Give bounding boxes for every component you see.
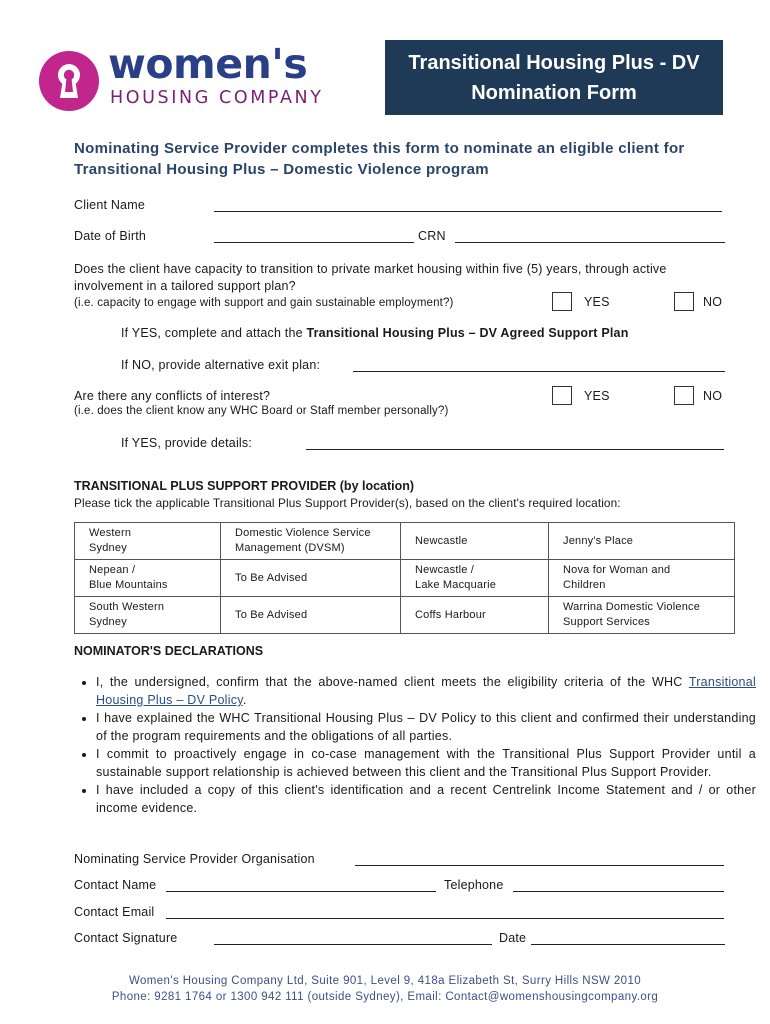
- telephone-label: Telephone: [444, 878, 504, 892]
- footer-contact: Phone: 9281 1764 or 1300 942 111 (outside Sydney), Email: Contact@womenshousingcompany.org: [111, 991, 659, 1003]
- logo-subtitle: HOUSING COMPANY: [110, 88, 324, 108]
- form-title: [385, 40, 723, 115]
- dob-label: Date of Birth: [74, 229, 147, 243]
- conflicts-if-yes-label: If YES, provide details:: [121, 436, 253, 450]
- conflicts-yes-label: YES: [584, 389, 610, 403]
- list-item: [96, 673, 756, 709]
- logo: [38, 40, 358, 112]
- region-cell[interactable]: Western Sydney: [75, 523, 221, 560]
- contact-signature-label: Contact Signature: [74, 931, 178, 945]
- intro-line2: Transitional Housing Plus – Domestic Violence program: [74, 161, 489, 178]
- table-row: [75, 523, 735, 560]
- region-cell[interactable]: Coffs Harbour: [401, 597, 549, 634]
- conflicts-yes-checkbox[interactable]: [552, 386, 572, 405]
- declaration-1-end: .: [242, 693, 247, 707]
- provider-cell[interactable]: To Be Advised: [221, 560, 401, 597]
- contact-name-label: Contact Name: [74, 878, 157, 892]
- org-label: Nominating Service Provider Organisation: [74, 852, 315, 866]
- capacity-note: (i.e. capacity to engage with support and gain sustainable employment?): [74, 297, 454, 309]
- exit-plan-field[interactable]: [353, 371, 725, 372]
- providers-instruction: Please tick the applicable Transitional Plus Support Provider(s), based on the client's required location:: [74, 496, 621, 510]
- capacity-if-yes: [121, 326, 629, 340]
- logo-wordmark: women's: [108, 40, 308, 88]
- capacity-no-checkbox[interactable]: [674, 292, 694, 311]
- declarations-heading: NOMINATOR'S DECLARATIONS: [74, 644, 264, 658]
- title-line2: Nomination Form: [471, 81, 637, 104]
- capacity-question: [74, 261, 667, 295]
- date-field[interactable]: [531, 944, 725, 945]
- declaration-1-text: I, the undersigned, confirm that the above-named client meets the eligibility criteria of the WHC: [96, 675, 689, 689]
- conflicts-question: Are there any conflicts of interest?: [74, 389, 271, 403]
- list-item: • I commit to proactively engage in co-case management with the Transitional Plus Support Provider until a sustainable support relationship is achieved between this client and the Transitional Plus Support Provider.: [96, 745, 756, 781]
- list-item: • I have included a copy of this client's identification and a recent Centrelink Income Statement and / or other income evidence.: [96, 781, 756, 817]
- region-cell[interactable]: South Western Sydney: [75, 597, 221, 634]
- capacity-no-label: NO: [703, 295, 723, 309]
- region-cell[interactable]: Newcastle: [401, 523, 549, 560]
- provider-cell[interactable]: To Be Advised: [221, 597, 401, 634]
- keyhole-logo-icon: [38, 50, 100, 112]
- signature-field[interactable]: [214, 944, 492, 945]
- table-row: [75, 597, 735, 634]
- contact-email-field[interactable]: [166, 918, 724, 919]
- dob-field[interactable]: [214, 242, 414, 243]
- date-label: Date: [499, 931, 527, 945]
- crn-field[interactable]: [455, 242, 725, 243]
- capacity-yes-label: YES: [584, 295, 610, 309]
- provider-cell[interactable]: Warrina Domestic Violence Support Services: [549, 597, 735, 634]
- capacity-yes-checkbox[interactable]: [552, 292, 572, 311]
- client-name-label: Client Name: [74, 198, 145, 212]
- table-row: [75, 560, 735, 597]
- contact-name-field[interactable]: [166, 891, 436, 892]
- conflicts-no-label: NO: [703, 389, 723, 403]
- contact-email-label: Contact Email: [74, 905, 155, 919]
- region-cell[interactable]: Nepean / Blue Mountains: [75, 560, 221, 597]
- providers-table: [74, 522, 735, 634]
- intro-text: [74, 138, 734, 180]
- telephone-field[interactable]: [513, 891, 724, 892]
- region-cell[interactable]: Newcastle / Lake Macquarie: [401, 560, 549, 597]
- policy-link[interactable]: Transitional Housing Plus – DV Policy: [96, 675, 756, 707]
- provider-cell[interactable]: Nova for Woman and Children: [549, 560, 735, 597]
- list-item: • I have explained the WHC Transitional Housing Plus – DV Policy to this client and confirmed their understanding of the program requirements and the obligations of all parties.: [96, 709, 756, 745]
- client-name-field[interactable]: [214, 211, 722, 212]
- capacity-if-no-label: If NO, provide alternative exit plan:: [121, 358, 321, 372]
- capacity-question-line1: Does the client have capacity to transition to private market housing within five (5) years, through active: [74, 262, 667, 276]
- conflicts-note: (i.e. does the client know any WHC Board or Staff member personally?): [74, 405, 449, 417]
- title-line1: Transitional Housing Plus - DV: [408, 51, 700, 74]
- providers-heading: TRANSITIONAL PLUS SUPPORT PROVIDER (by location): [74, 479, 415, 493]
- declarations-list: [70, 673, 756, 817]
- provider-cell[interactable]: Jenny's Place: [549, 523, 735, 560]
- provider-cell[interactable]: Domestic Violence Service Management (DVSM): [221, 523, 401, 560]
- if-yes-text: If YES, complete and attach the: [121, 326, 307, 340]
- support-plan-name: Transitional Housing Plus – DV Agreed Support Plan: [306, 326, 629, 340]
- crn-label: CRN: [418, 229, 446, 243]
- org-field[interactable]: [355, 865, 724, 866]
- intro-line1: Nominating Service Provider completes this form to nominate an eligible client for: [74, 140, 685, 157]
- capacity-question-line2: involvement in a tailored support plan?: [74, 279, 296, 293]
- conflicts-no-checkbox[interactable]: [674, 386, 694, 405]
- footer-address: Women's Housing Company Ltd, Suite 901, Level 9, 418a Elizabeth St, Surry Hills NSW 2010: [128, 975, 642, 987]
- conflict-details-field[interactable]: [306, 449, 724, 450]
